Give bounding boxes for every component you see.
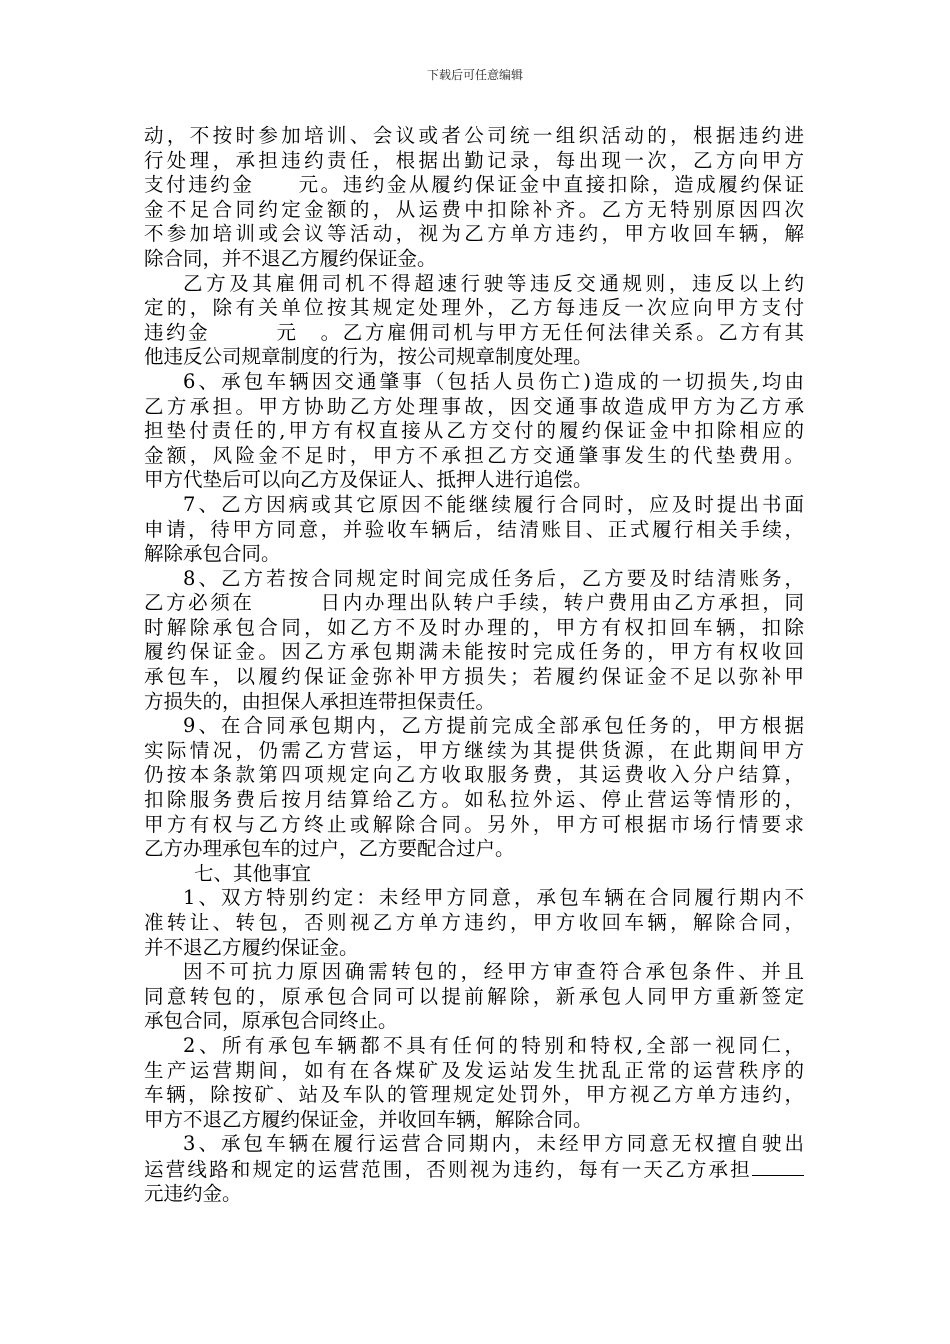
- fill-in-blank: [752, 1157, 804, 1176]
- text-line: [144, 124, 804, 149]
- text-line: [144, 149, 804, 174]
- text-line: [144, 173, 804, 198]
- line-text: 申请，待甲方同意，并验收车辆后，结清账目、正式履行相关手续，: [144, 517, 804, 541]
- line-text: 3、承包车辆在履行运营合同期内，未经甲方同意无权擅自驶出: [183, 1132, 804, 1156]
- line-text: 乙方办理承包车的过户，乙方要配合过户。: [144, 837, 515, 861]
- text-line: [144, 1132, 804, 1157]
- text-line: [144, 985, 804, 1010]
- text-line: [144, 1034, 804, 1059]
- line-text: 甲方有权与乙方终止或解除合同。另外，甲方可根据市场行情要求: [144, 812, 804, 836]
- line-text: 甲方不退乙方履约保证金，并收回车辆，解除合同。: [144, 1107, 593, 1131]
- line-text: 元违约金。: [144, 1181, 242, 1205]
- text-line: [144, 419, 804, 444]
- text-line: [144, 567, 804, 592]
- line-text: 他违反公司规章制度的行为，按公司规章制度处理。: [144, 345, 593, 369]
- text-line: [144, 1083, 804, 1108]
- line-text: 定的，除有关单位按其规定处理外，乙方每违反一次应向甲方支付: [144, 296, 804, 320]
- text-line: [144, 960, 804, 985]
- line-text: 担垫付责任的,甲方有权直接从乙方交付的履约保证金中扣除相应的: [144, 419, 804, 443]
- line-text: 解除承包合同。: [144, 542, 281, 566]
- line-text: 运营线路和规定的运营范围，否则视为违约，每有一天乙方承担: [144, 1157, 752, 1181]
- text-line: [144, 1009, 804, 1034]
- line-text: 8、乙方若按合同规定时间完成任务后，乙方要及时结清账务，: [183, 566, 804, 590]
- text-line: [144, 444, 804, 469]
- text-line: [144, 345, 804, 370]
- line-text: 并不退乙方履约保证金。: [144, 935, 359, 959]
- text-line: [144, 222, 804, 247]
- text-line: [144, 1059, 804, 1084]
- line-text: 乙方承担。甲方协助乙方处理事故，因交通事故造成甲方为乙方承: [144, 394, 804, 418]
- text-line: [144, 321, 804, 346]
- text-line: [144, 690, 804, 715]
- line-text: 方损失的，由担保人承担连带担保责任。: [144, 689, 496, 713]
- text-line: [144, 837, 804, 862]
- page-header: 下载后可任意编辑: [426, 68, 523, 82]
- line-text: 违约金 元 。乙方雇佣司机与甲方无任何法律关系。乙方有其: [144, 320, 804, 344]
- text-line: [144, 542, 804, 567]
- text-line: [144, 886, 804, 911]
- line-text: 同意转包的，原承包合同可以提前解除，新承包人同甲方重新签定: [144, 984, 804, 1008]
- text-line: [144, 911, 804, 936]
- text-line: [144, 272, 804, 297]
- text-line: [144, 468, 804, 493]
- line-text: 承包车，以履约保证金弥补甲方损失；若履约保证金不足以弥补甲: [144, 665, 804, 689]
- text-line: [144, 936, 804, 961]
- line-text: 甲方代垫后可以向乙方及保证人、抵押人进行追偿。: [144, 468, 593, 492]
- line-text: 行处理，承担违约责任，根据出勤记录，每出现一次，乙方向甲方: [144, 148, 804, 172]
- line-text: 6、承包车辆因交通肇事（包括人员伤亡)造成的一切损失,均由: [183, 369, 804, 393]
- line-text: 承包合同，原承包合同终止。: [144, 1009, 398, 1033]
- text-line: [144, 370, 804, 395]
- line-text: 除合同，并不退乙方履约保证金。: [144, 246, 437, 270]
- text-line: [144, 591, 804, 616]
- line-text: 实际情况，仍需乙方营运，甲方继续为其提供货源，在此期间甲方: [144, 738, 804, 762]
- line-text: 金额，风险金不足时，甲方不承担乙方交通肇事发生的代垫费用。: [144, 443, 804, 467]
- line-text: 2、所有承包车辆都不具有任何的特别和特权,全部一视同仁，: [183, 1033, 804, 1057]
- text-line: [144, 1182, 804, 1207]
- text-line: [144, 493, 804, 518]
- text-line: [144, 640, 804, 665]
- line-text: 1、双方特别约定：未经甲方同意，承包车辆在合同履行期内不: [183, 886, 804, 910]
- line-text: 9、在合同承包期内，乙方提前完成全部承包任务的，甲方根据: [183, 714, 804, 738]
- line-text: 时解除承包合同，如乙方不及时办理的，甲方有权扣回车辆，扣除: [144, 615, 804, 639]
- text-line: [144, 714, 804, 739]
- document-body: [144, 124, 804, 1206]
- line-text: 动，不按时参加培训、会议或者公司统一组织活动的，根据违约进: [144, 124, 804, 147]
- line-text: 支付违约金 元。违约金从履约保证金中直接扣除，造成履约保证: [144, 173, 804, 197]
- line-text: 仍按本条款第四项规定向乙方收取服务费，其运费收入分户结算，: [144, 763, 804, 787]
- text-line: [144, 739, 804, 764]
- text-line: [144, 395, 804, 420]
- line-text: 不参加培训或会议等活动，视为乙方单方违约，甲方收回车辆，解: [144, 222, 804, 246]
- text-line: [144, 247, 804, 272]
- text-line: [144, 1157, 804, 1182]
- line-text: 扣除服务费后按月结算给乙方。如私拉外运、停止营运等情形的，: [144, 788, 804, 812]
- text-line: [144, 1108, 804, 1133]
- text-line: [144, 518, 804, 543]
- text-line: [144, 788, 804, 813]
- line-text: 金不足合同约定金额的，从运费中扣除补齐。乙方无特别原因四次: [144, 197, 804, 221]
- line-text: 七、其他事宜: [194, 861, 312, 885]
- line-text: 车辆，除按矿、站及车队的管理规定处罚外，甲方视乙方单方违约，: [144, 1083, 804, 1107]
- line-text: 乙方及其雇佣司机不得超速行驶等违反交通规则，违反以上约: [183, 271, 804, 295]
- text-line: [144, 862, 804, 887]
- line-text: 乙方必须在 日内办理出队转户手续，转户费用由乙方承担，同: [144, 591, 804, 615]
- text-line: [144, 665, 804, 690]
- text-line: [144, 813, 804, 838]
- line-text: 履约保证金。因乙方承包期满未能按时完成任务的，甲方有权收回: [144, 640, 804, 664]
- line-text: 因不可抗力原因确需转包的，经甲方审查符合承包条件、并且: [183, 960, 804, 984]
- line-text: 准转让、转包，否则视乙方单方违约，甲方收回车辆，解除合同，: [144, 911, 804, 934]
- line-text: 7、乙方因病或其它原因不能继续履行合同时，应及时提出书面: [183, 492, 804, 516]
- text-line: [144, 616, 804, 641]
- text-line: [144, 296, 804, 321]
- text-line: [144, 763, 804, 788]
- text-line: [144, 198, 804, 223]
- line-text: 生产运营期间，如有在各煤矿及发运站发生扰乱正常的运营秩序的: [144, 1058, 804, 1082]
